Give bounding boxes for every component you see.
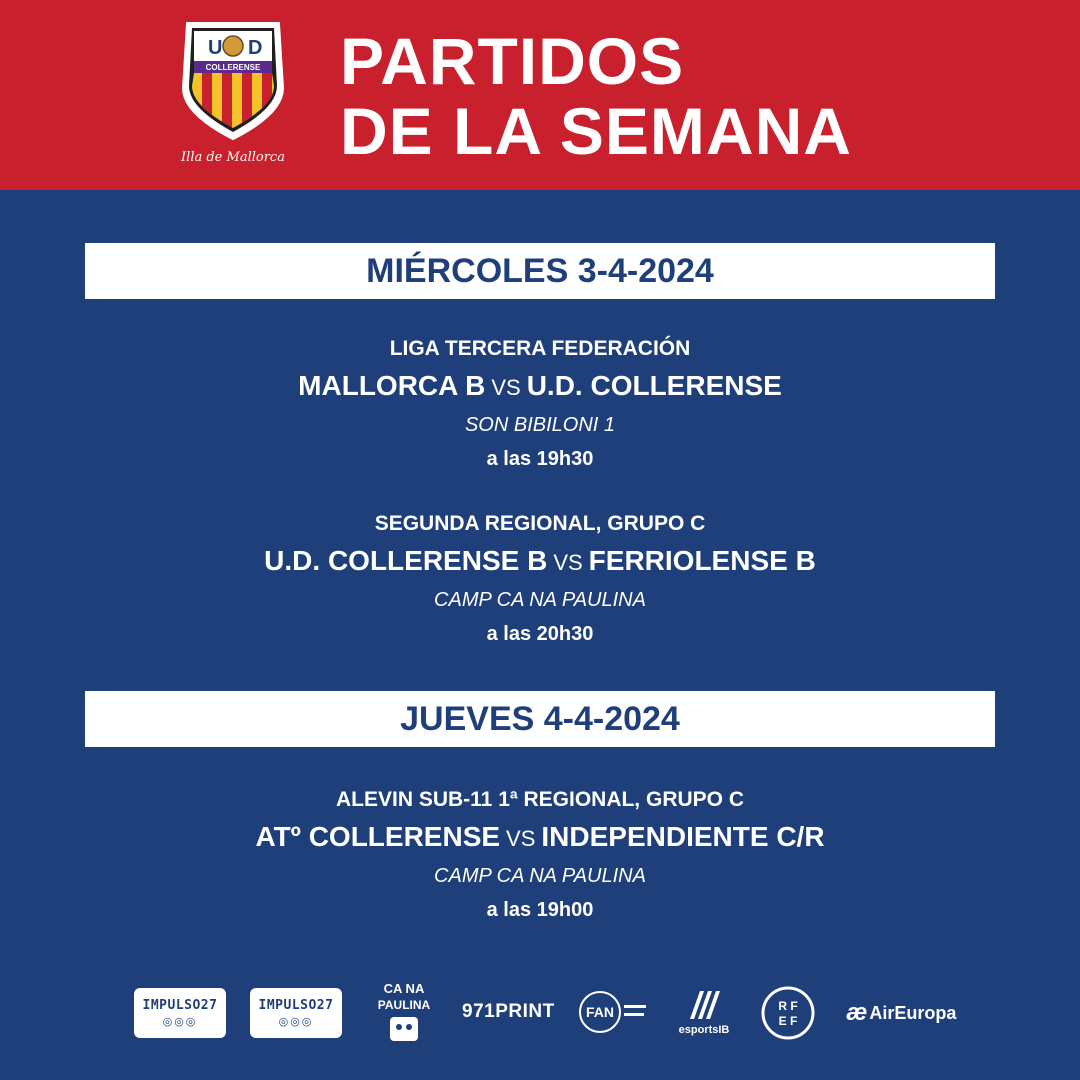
home-team: U.D. COLLERENSE B <box>264 545 548 576</box>
esportsib-logo-icon <box>676 983 732 1043</box>
svg-text:COLLERENSE: COLLERENSE <box>205 63 261 72</box>
svg-text:U: U <box>208 37 223 59</box>
971print-logo-icon: 971PRINT <box>462 1001 555 1022</box>
vs-label: VS <box>506 826 536 851</box>
match-card <box>0 336 1080 472</box>
fan-mallorca-shopping-logo-icon <box>578 989 650 1035</box>
vs-label: VS <box>553 550 583 575</box>
competition-name: LIGA TERCERA FEDERACIÓN <box>389 337 691 360</box>
away-team: INDEPENDIENTE C/R <box>541 821 825 852</box>
impulso27-logo-icon: IMPULSO27 ◎◎◎ <box>250 988 342 1038</box>
svg-text:esportsIB: esportsIB <box>678 1024 730 1036</box>
svg-text:R F: R F <box>778 999 798 1013</box>
match-teams <box>0 819 1080 857</box>
vs-label: VS <box>491 375 521 400</box>
svg-text:D: D <box>248 37 263 59</box>
home-team: ATº COLLERENSE <box>255 821 501 852</box>
rfef-logo-icon <box>760 985 816 1041</box>
match-time: a las 19h30 <box>486 448 594 470</box>
match-venue: CAMP CA NA PAULINA <box>434 865 646 887</box>
crest-tagline: Illa de Mallorca <box>181 150 285 165</box>
svg-text:E F: E F <box>778 1014 798 1028</box>
match-teams <box>0 368 1080 406</box>
sponsor-strip <box>0 975 1080 1055</box>
away-team: FERRIOLENSE B <box>588 545 816 576</box>
svg-text:FAN: FAN <box>586 1004 614 1020</box>
svg-text:PAULINA: PAULINA <box>377 998 431 1012</box>
match-time: a las 20h30 <box>486 623 594 645</box>
header-banner <box>0 0 1080 190</box>
home-team: MALLORCA B <box>298 370 486 401</box>
competition-name: SEGUNDA REGIONAL, GRUPO C <box>374 512 706 535</box>
match-teams <box>0 543 1080 581</box>
day-header: JUEVES 4-4-2024 <box>85 691 995 747</box>
club-crest <box>168 18 298 178</box>
sponsor-label: IMPULSO27 <box>142 998 218 1013</box>
sponsor-label: AirEuropa <box>869 1002 957 1023</box>
ca-na-paulina-logo-icon <box>372 977 436 1049</box>
impulso27-logo-icon: IMPULSO27 ◎◎◎ <box>134 988 226 1038</box>
crest-shield-icon <box>178 18 288 143</box>
aireuropa-logo-icon: æ AirEuropa <box>846 999 957 1026</box>
title-line-1: PARTIDOS <box>340 24 685 98</box>
away-team: U.D. COLLERENSE <box>526 370 782 401</box>
page-title <box>340 26 852 166</box>
match-card <box>0 787 1080 923</box>
competition-name: ALEVIN SUB-11 1ª REGIONAL, GRUPO C <box>335 788 744 811</box>
match-time: a las 19h00 <box>486 899 594 921</box>
title-line-2: DE LA SEMANA <box>340 94 852 168</box>
day-header: MIÉRCOLES 3-4-2024 <box>85 243 995 299</box>
match-card <box>0 511 1080 647</box>
svg-text:CA NA: CA NA <box>383 981 425 996</box>
match-venue: CAMP CA NA PAULINA <box>434 589 646 611</box>
sponsor-label: IMPULSO27 <box>258 998 334 1013</box>
match-venue: SON BIBILONI 1 <box>464 414 616 436</box>
